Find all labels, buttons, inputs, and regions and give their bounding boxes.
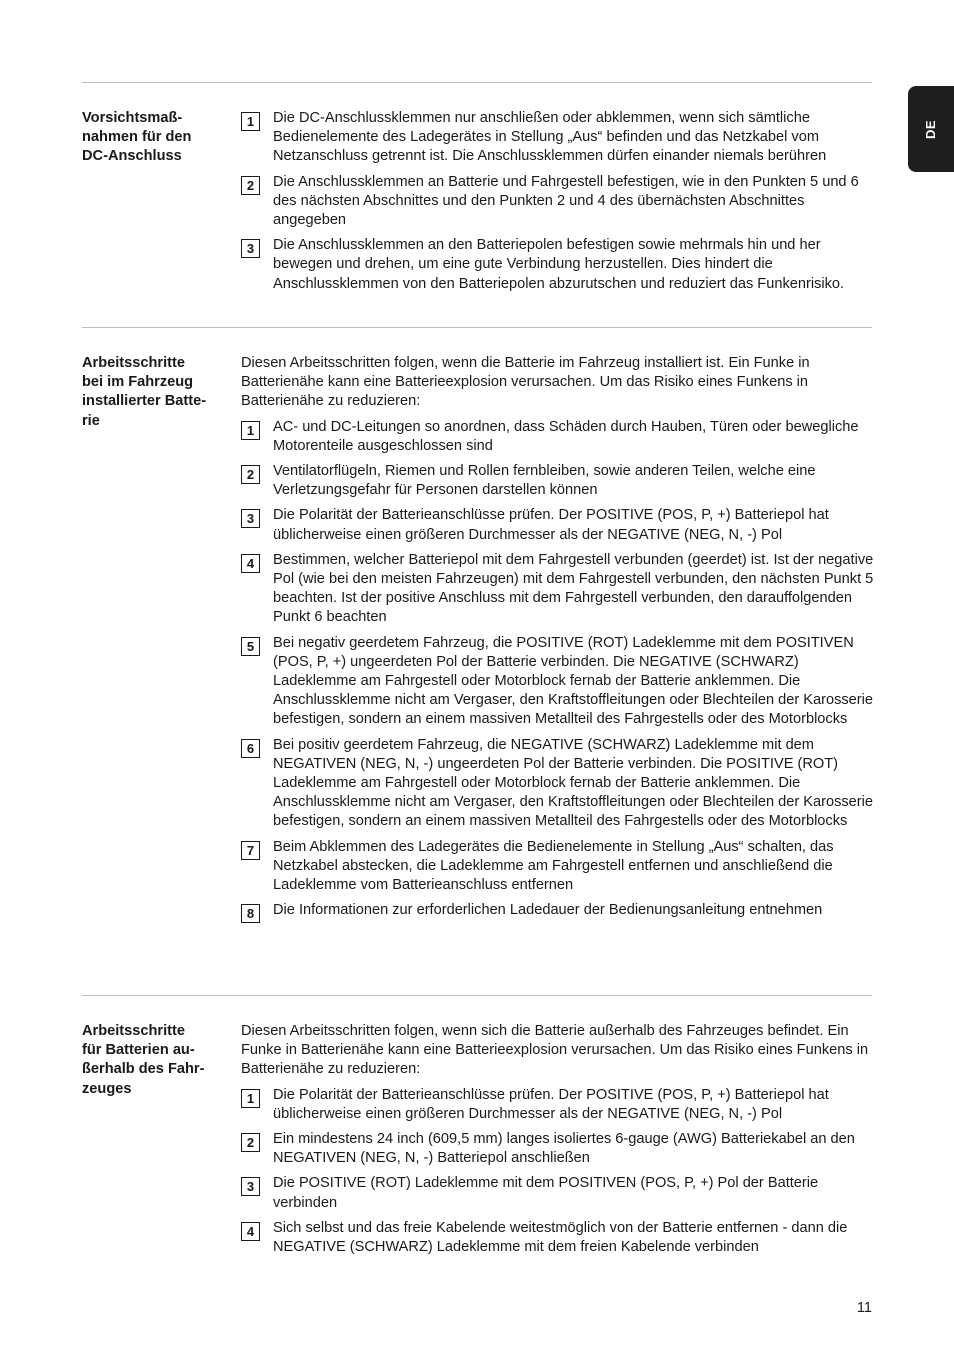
list-item [241, 1174, 875, 1212]
step-number: 8 [241, 904, 260, 923]
list-item [241, 462, 875, 500]
page-number: 11 [856, 1300, 872, 1316]
list-item [241, 551, 875, 628]
step-text: Ein mindestens 24 inch (609,5 mm) langes isoliertes 6-gauge (AWG) Batteriekabel an den NEGATIVEN (NEG, N, -) Batteriepol anschließen [273, 1131, 855, 1167]
step-number: 3 [241, 1177, 260, 1196]
section-heading: Vorsichtsmaß- nahmen für den DC-Anschluss [82, 110, 192, 165]
step-number: 2 [241, 465, 260, 484]
step-text: Die DC-Anschlussklemmen nur anschließen oder abklemmen, wenn sich sämtliche Bedienelemente des Ladegerätes in Stellung „Aus“ befinden und das Netzkabel vom Netzanschluss getrennt ist. Die Anschlussklemmen dürfen einander niemals berühren [273, 110, 827, 165]
list-item [241, 109, 875, 167]
step-text: Ventilatorflügeln, Riemen und Rollen fernbleiben, sowie anderen Teilen, welche eine Verletzungsgefahr für Personen darstellen können [273, 463, 816, 499]
step-number: 1 [241, 421, 260, 440]
list-item [241, 173, 875, 231]
step-text: Die Informationen zur erforderlichen Ladedauer der Bedienungsanleitung entnehmen [273, 902, 823, 919]
list-item [241, 418, 875, 456]
step-text: Die POSITIVE (ROT) Ladeklemme mit dem POSITIVEN (POS, P, +) Pol der Batterie verbinden [273, 1175, 819, 1211]
step-text: Beim Abklemmen des Ladegerätes die Bedienelemente in Stellung „Aus“ schalten, das Netzkabel abstecken, die Ladeklemme am Fahrgestell entfernen und anschließend die Ladeklemme vom Batterieanschluss entfernen [273, 838, 834, 894]
step-text: Bestimmen, welcher Batteriepol mit dem Fahrgestell verbunden (geerdet) ist. Ist der negative Pol (wie bei den meisten Fahrzeugen) mit dem Fahrgestell verbunden, den nächsten Punkt 5 beachten. Ist der positive Anschluss mit dem Fahrgestell verbunden, den darauffolgenden Punkt 6 beachten [273, 551, 874, 626]
step-number: 1 [241, 112, 260, 131]
step-text: Die Anschlussklemmen an den Batteriepolen befestigen sowie mehrmals hin und her bewegen und drehen, um eine gute Verbindung herzustellen. Dies hindert die Anschlussklemmen von den Batteriepolen abzurutschen und reduziert das Funkenrisiko. [273, 237, 845, 292]
step-number: 1 [241, 1089, 260, 1108]
top-divider [82, 82, 872, 83]
step-text: Die Polarität der Batterieanschlüsse prüfen. Der POSITIVE (POS, P, +) Batteriepol hat üblicherweise einen größeren Durchmesser als der NEGATIVE (NEG, N, -) Pol [273, 507, 829, 543]
step-text: Bei positiv geerdetem Fahrzeug, die NEGATIVE (SCHWARZ) Ladeklemme mit dem NEGATIVEN (NEG, N, -) ungeerdeten Pol der Batterie verbinden. Die POSITIVE (ROT) Ladeklemme am Fahrgestell oder Motorblock fernab der Batterie anklemmen. Die Anschlussklemme nicht am Vergaser, den Kraftstoffleitungen oder Blechteilen der Karosserie befestigen, sondern an einem massiven Metallteil des Fahrgestells oder des Motorblocks [273, 736, 874, 830]
step-number: 3 [241, 509, 260, 528]
section-intro: Diesen Arbeitsschritten folgen, wenn sich die Batterie außerhalb des Fahrzeuges befindet. Ein Funke in Batterienähe kann eine Batterieexplosion verursachen. Um das Risiko eines Funkens in Batterienähe zu reduzieren: [241, 1023, 869, 1078]
list-item [241, 506, 875, 544]
step-text: Sich selbst und das freie Kabelende weitestmöglich von der Batterie entfernen - dann die NEGATIVE (SCHWARZ) Ladeklemme mit dem freien Kabelende verbinden [273, 1219, 848, 1256]
step-number: 4 [241, 554, 260, 573]
step-number: 5 [241, 637, 260, 656]
list-item [241, 838, 875, 896]
section-divider-1 [82, 327, 872, 328]
step-number: 2 [241, 1133, 260, 1152]
list-item [241, 1130, 875, 1168]
section-heading: Arbeitsschritte für Batterien au- ßerhalb des Fahr- zeuges [82, 1023, 205, 1097]
language-tab [908, 86, 954, 172]
step-number: 3 [241, 239, 260, 258]
step-text: AC- und DC-Leitungen so anordnen, dass Schäden durch Hauben, Türen oder bewegliche Motorenteile ausgeschlossen sind [273, 418, 859, 454]
step-text: Die Polarität der Batterieanschlüsse prüfen. Der POSITIVE (POS, P, +) Batteriepol hat üblicherweise einen größeren Durchmesser als der NEGATIVE (NEG, N, -) Pol [273, 1086, 829, 1122]
section-intro: Diesen Arbeitsschritten folgen, wenn die Batterie im Fahrzeug installiert ist. Ein Funke in Batterienähe kann eine Batterieexplosion verursachen. Um das Risiko eines Funkens in Batterienähe zu reduzieren: [241, 355, 810, 410]
step-number: 4 [241, 1222, 260, 1241]
step-text: Bei negativ geerdetem Fahrzeug, die POSITIVE (ROT) Ladeklemme mit dem POSITIVEN (POS, P, +) ungeerdeten Pol der Batterie verbinden. Die NEGATIVE (SCHWARZ) Ladeklemme am Fahrgestell oder Motorblock fernab der Batterie anklemmen. Die Anschlussklemme nicht am Vergaser, den Kraftstoffleitungen oder Blechteilen der Karosserie befestigen, sondern an einem massiven Metallteil des Fahrgestells oder des Motorblocks [273, 634, 874, 728]
step-text: Die Anschlussklemmen an Batterie und Fahrgestell befestigen, wie in den Punkten 5 und 6 des nächsten Abschnittes und den Punkten 2 und 4 des übernächsten Abschnittes angegeben [273, 173, 859, 229]
section-heading: Arbeitsschritte bei im Fahrzeug installierter Batte- rie [82, 355, 207, 429]
section-divider-2 [82, 995, 872, 996]
list-item [241, 1086, 875, 1124]
step-number: 2 [241, 176, 260, 195]
section-content [241, 354, 875, 926]
list-item [241, 236, 875, 294]
step-number: 7 [241, 841, 260, 860]
section-content [241, 109, 875, 300]
list-item [241, 736, 875, 832]
section-content [241, 1022, 875, 1263]
step-number: 6 [241, 739, 260, 758]
list-item [241, 634, 875, 730]
language-tab-label: DE [923, 119, 939, 139]
list-item [241, 1219, 875, 1257]
list-item [241, 901, 875, 920]
